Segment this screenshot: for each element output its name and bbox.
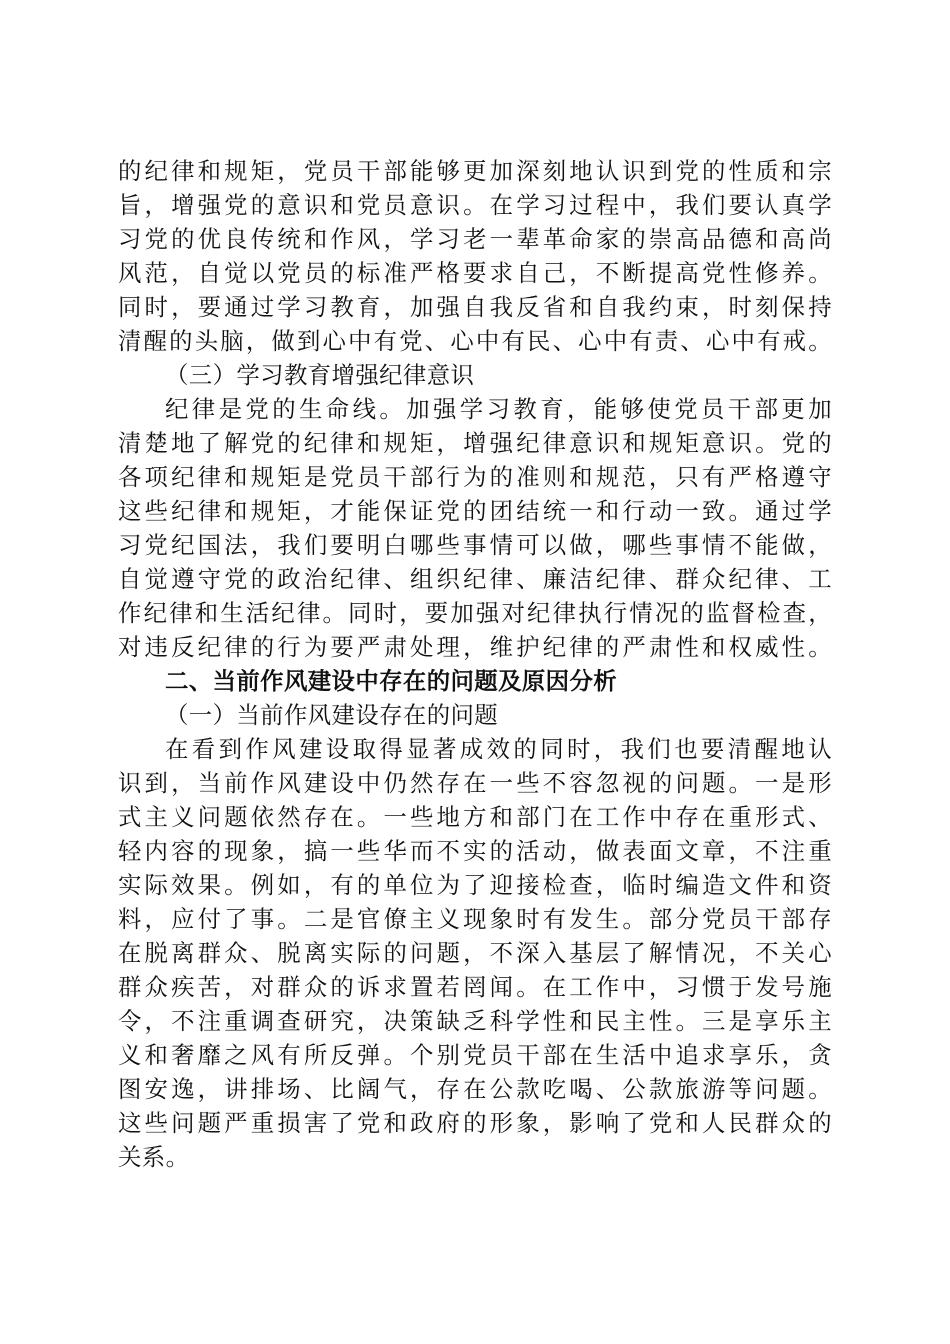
body-text-line: 对违反纪律的行为要严肃处理，维护纪律的严肃性和权威性。 [118,633,832,661]
body-text-line: 在脱离群众、脱离实际的问题，不深入基层了解情况，不关心 [118,939,832,967]
body-text-line: 风范，自觉以党员的标准严格要求自己，不断提高党性修养。 [118,259,832,287]
body-text-line: 这些问题严重损害了党和政府的形象，影响了党和人民群众的 [118,1109,832,1137]
body-text-line: 旨，增强党的意识和党员意识。在学习过程中，我们要认真学 [118,191,832,219]
body-text-line: 的纪律和规矩，党员干部能够更加深刻地认识到党的性质和宗 [118,157,832,185]
subheading: （一）当前作风建设存在的问题 [165,701,499,729]
body-text-line: 在看到作风建设取得显著成效的同时，我们也要清醒地认 [165,735,832,763]
body-text-line: 关系。 [118,1143,190,1171]
body-text-line: 实际效果。例如，有的单位为了迎接检查，临时编造文件和资 [118,871,832,899]
body-text-line: 轻内容的现象，搞一些华而不实的活动，做表面文章，不注重 [118,837,832,865]
body-text-line: 式主义问题依然存在。一些地方和部门在工作中存在重形式、 [118,803,832,831]
body-text-line: 令，不注重调查研究，决策缺乏科学性和民主性。三是享乐主 [118,1007,832,1035]
body-text-line: 各项纪律和规矩是党员干部行为的准则和规范，只有严格遵守 [118,463,832,491]
body-text-line: 同时，要通过学习教育，加强自我反省和自我约束，时刻保持 [118,293,832,321]
body-text-line: 纪律是党的生命线。加强学习教育，能够使党员干部更加 [165,395,832,423]
body-text-line: 自觉遵守党的政治纪律、组织纪律、廉洁纪律、群众纪律、工 [118,565,832,593]
body-text-line: 义和奢靡之风有所反弹。个别党员干部在生活中追求享乐，贪 [118,1041,832,1069]
body-text-line: 习党纪国法，我们要明白哪些事情可以做，哪些事情不能做， [118,531,832,559]
body-text-line: 图安逸，讲排场、比阔气，存在公款吃喝、公款旅游等问题。 [118,1075,832,1103]
body-text-line: 这些纪律和规矩，才能保证党的团结统一和行动一致。通过学 [118,497,832,525]
subheading: （三）学习教育增强纪律意识 [165,361,475,389]
body-text-line: 料，应付了事。二是官僚主义现象时有发生。部分党员干部存 [118,905,832,933]
section-heading: 二、当前作风建设中存在的问题及原因分析 [165,667,618,695]
body-text-line: 识到，当前作风建设中仍然存在一些不容忽视的问题。一是形 [118,769,832,797]
body-text-line: 作纪律和生活纪律。同时，要加强对纪律执行情况的监督检查， [118,599,832,627]
body-text-line: 群众疾苦，对群众的诉求置若罔闻。在工作中，习惯于发号施 [118,973,832,1001]
body-text-line: 清醒的头脑，做到心中有党、心中有民、心中有责、心中有戒。 [118,327,832,355]
body-text-line: 清楚地了解党的纪律和规矩，增强纪律意识和规矩意识。党的 [118,429,832,457]
body-text-line: 习党的优良传统和作风，学习老一辈革命家的崇高品德和高尚 [118,225,832,253]
